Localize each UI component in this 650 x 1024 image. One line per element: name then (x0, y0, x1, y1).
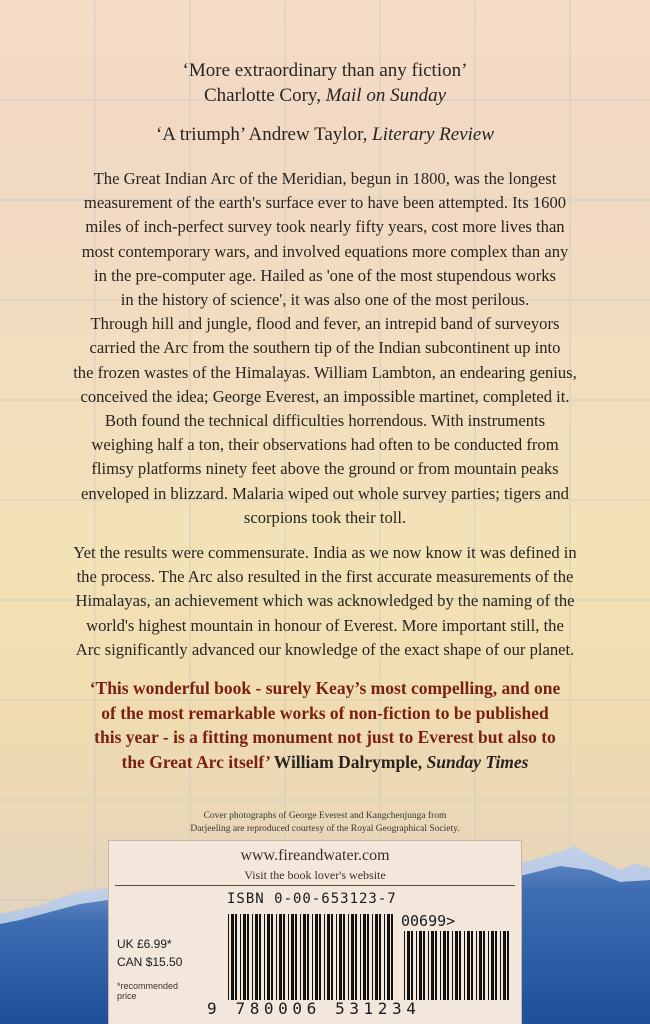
recommended-price-note: *recommended price (117, 981, 179, 1001)
blurb-line: weighing half a ton, their observations had often to be conducted from (91, 435, 559, 455)
barcode-bar (360, 914, 361, 1000)
barcode-bar (231, 914, 234, 1000)
blurb-line: in the pre-computer age. Hailed as 'one of the most stupendous works (94, 265, 556, 285)
ean-number: 9 780006 531234 (207, 999, 421, 1018)
blurb-line: carried the Arc from the southern tip of the Indian subcontinent up into (89, 338, 561, 358)
barcode-bar (500, 931, 501, 1000)
blurb-line: measurement of the earth's surface ever to have been attempted. Its 1600 (83, 193, 567, 213)
barcode-bar (428, 931, 429, 1000)
barcode-bar (384, 914, 385, 1000)
barcode-bar (264, 914, 265, 1000)
barcode-bar (495, 931, 497, 1000)
barcode-bar (464, 931, 465, 1000)
barcode-bar (339, 914, 342, 1000)
barcode-bar (351, 914, 354, 1000)
review-quote-dalrymple (30, 676, 620, 774)
quote-author: Charlotte Cory, (203, 85, 321, 106)
quote-text: ‘More extraordinary than any fiction’ (182, 60, 468, 81)
barcode-bar (387, 914, 390, 1000)
barcode-bar (343, 914, 345, 1000)
blurb-line: Through hill and jungle, flood and fever, an intrepid band of surveyors (90, 314, 560, 334)
blurb-line: Arc significantly advanced our knowledge of the exact shape of our planet. (75, 639, 575, 659)
barcode-bar (491, 931, 494, 1000)
blurb-line: the frozen wastes of the Himalayas. William Lambton, an endearing genius, (73, 362, 577, 382)
barcode-bar (247, 914, 249, 1000)
barcode-bar (348, 914, 349, 1000)
barcode-bar (375, 914, 378, 1000)
barcode-bar (271, 914, 273, 1000)
barcode-bar (404, 931, 405, 1000)
barcode-bar (411, 931, 413, 1000)
barcode-addon-number: 00699> (401, 912, 456, 930)
barcode-bar (503, 931, 506, 1000)
barcode-bar (443, 931, 446, 1000)
barcode-bar (319, 914, 321, 1000)
isbn-number: ISBN 0-00-653123-7 (227, 891, 397, 907)
barcode-bar (459, 931, 461, 1000)
barcode-bar (355, 914, 357, 1000)
blurb-line: the process. The Arc also resulted in the first accurate measurements of the (76, 567, 574, 587)
barcode-bar (276, 914, 277, 1000)
barcode-bar (440, 931, 441, 1000)
barcode-bar (488, 931, 489, 1000)
barcode-bar (431, 931, 434, 1000)
barcode-bar (295, 914, 297, 1000)
blurb-line: Yet the results were commensurate. India as we now know it was defined in (73, 543, 577, 562)
quote-text: ‘A triumph’ (155, 124, 245, 145)
barcode-bar (307, 914, 309, 1000)
review-line: of the most remarkable works of non-fiction to be published (101, 702, 549, 723)
barcode (227, 914, 397, 1000)
barcode-bar (379, 914, 381, 1000)
blurb-line: scorpions took their toll. (243, 507, 407, 527)
blurb-paragraph-1 (40, 167, 610, 530)
barcode-bar (407, 931, 410, 1000)
blurb-line: world's highest mountain in honour of Everest. More important still, the (86, 615, 564, 635)
review-source: Sunday Times (426, 751, 529, 772)
barcode-bar (483, 931, 485, 1000)
barcode-bar (419, 931, 422, 1000)
blurb-line: conceived the idea; George Everest, an impossible martinet, completed it. (80, 386, 570, 406)
barcode-bar (467, 931, 470, 1000)
barcode-bar (228, 914, 229, 1000)
barcode-bar (267, 914, 270, 1000)
barcode-bar (455, 931, 458, 1000)
barcode-bar (312, 914, 313, 1000)
barcode-bar (327, 914, 330, 1000)
barcode-bar (471, 931, 473, 1000)
review-line: the Great Arc itself’ (121, 751, 270, 772)
barcode-bar (331, 914, 333, 1000)
barcode-bar (367, 914, 369, 1000)
price-can: CAN $15.50 (117, 955, 183, 969)
barcode-bar (235, 914, 237, 1000)
blurb-line: flimsy platforms ninety feet above the ground or from mountain peaks (91, 459, 559, 479)
blurb-line: enveloped in blizzard. Malaria wiped out whole survey parties; tigers and (81, 483, 569, 503)
barcode-bar (507, 931, 509, 1000)
barcode-bar (243, 914, 246, 1000)
barcode-bar (435, 931, 437, 1000)
blurb-line: miles of inch-perfect survey took nearly fifty years, cost more lives than (85, 217, 565, 237)
barcode-bar (336, 914, 337, 1000)
barcode-bar (452, 931, 453, 1000)
review-author: William Dalrymple, (273, 751, 423, 772)
barcode-bar (479, 931, 482, 1000)
barcode-bar (315, 914, 318, 1000)
website-url: www.fireandwater.com (240, 847, 390, 864)
review-quote-taylor (0, 122, 650, 147)
barcode-bar (279, 914, 282, 1000)
price-uk: UK £6.99* (117, 937, 172, 951)
barcode-bar (291, 914, 294, 1000)
sticker-divider (115, 885, 515, 886)
price-barcode-sticker (108, 840, 522, 1024)
blurb-line: Himalayas, an achievement which was acknowledged by the naming of the (75, 591, 575, 611)
barcode-bar (372, 914, 373, 1000)
barcode-bar (240, 914, 241, 1000)
barcode-bar (283, 914, 285, 1000)
barcode-bar (300, 914, 301, 1000)
blurb-paragraph-2 (40, 541, 610, 662)
barcode-bar (252, 914, 253, 1000)
blurb-line: most contemporary wars, and involved equations more complex than any (81, 241, 569, 261)
quote-source: Literary Review (372, 124, 495, 145)
barcode-bar (416, 931, 417, 1000)
review-quote-cory (0, 58, 650, 108)
barcode-bar (324, 914, 325, 1000)
barcode-bar (288, 914, 289, 1000)
barcode-bar (259, 914, 261, 1000)
blurb-line: in the history of science', it was also one of the most perilous. (120, 290, 530, 310)
barcode-bar (423, 931, 425, 1000)
barcode-addon (403, 931, 511, 1000)
review-line: this year - is a fitting monument not just to Everest but also to (94, 727, 556, 747)
barcode-bar (391, 914, 393, 1000)
quote-source: Mail on Sunday (325, 85, 447, 106)
barcode-bar (363, 914, 366, 1000)
website-tagline: Visit the book lover's website (244, 868, 386, 882)
barcode-bar (303, 914, 306, 1000)
barcode-bar (255, 914, 258, 1000)
quote-author: Andrew Taylor, (248, 124, 368, 145)
photo-credit: Cover photographs of George Everest and Kangchenjunga from Darjeeling are reproduced courtesy of the Royal Geographical Society. (190, 811, 460, 834)
barcode-bar (476, 931, 477, 1000)
blurb-line: Both found the technical difficulties horrendous. With instruments (104, 411, 546, 431)
barcode-bar (447, 931, 449, 1000)
review-line: ‘This wonderful book - surely Keay’s most compelling, and one (89, 678, 561, 698)
blurb-line: The Great Indian Arc of the Meridian, begun in 1800, was the longest (93, 169, 557, 188)
